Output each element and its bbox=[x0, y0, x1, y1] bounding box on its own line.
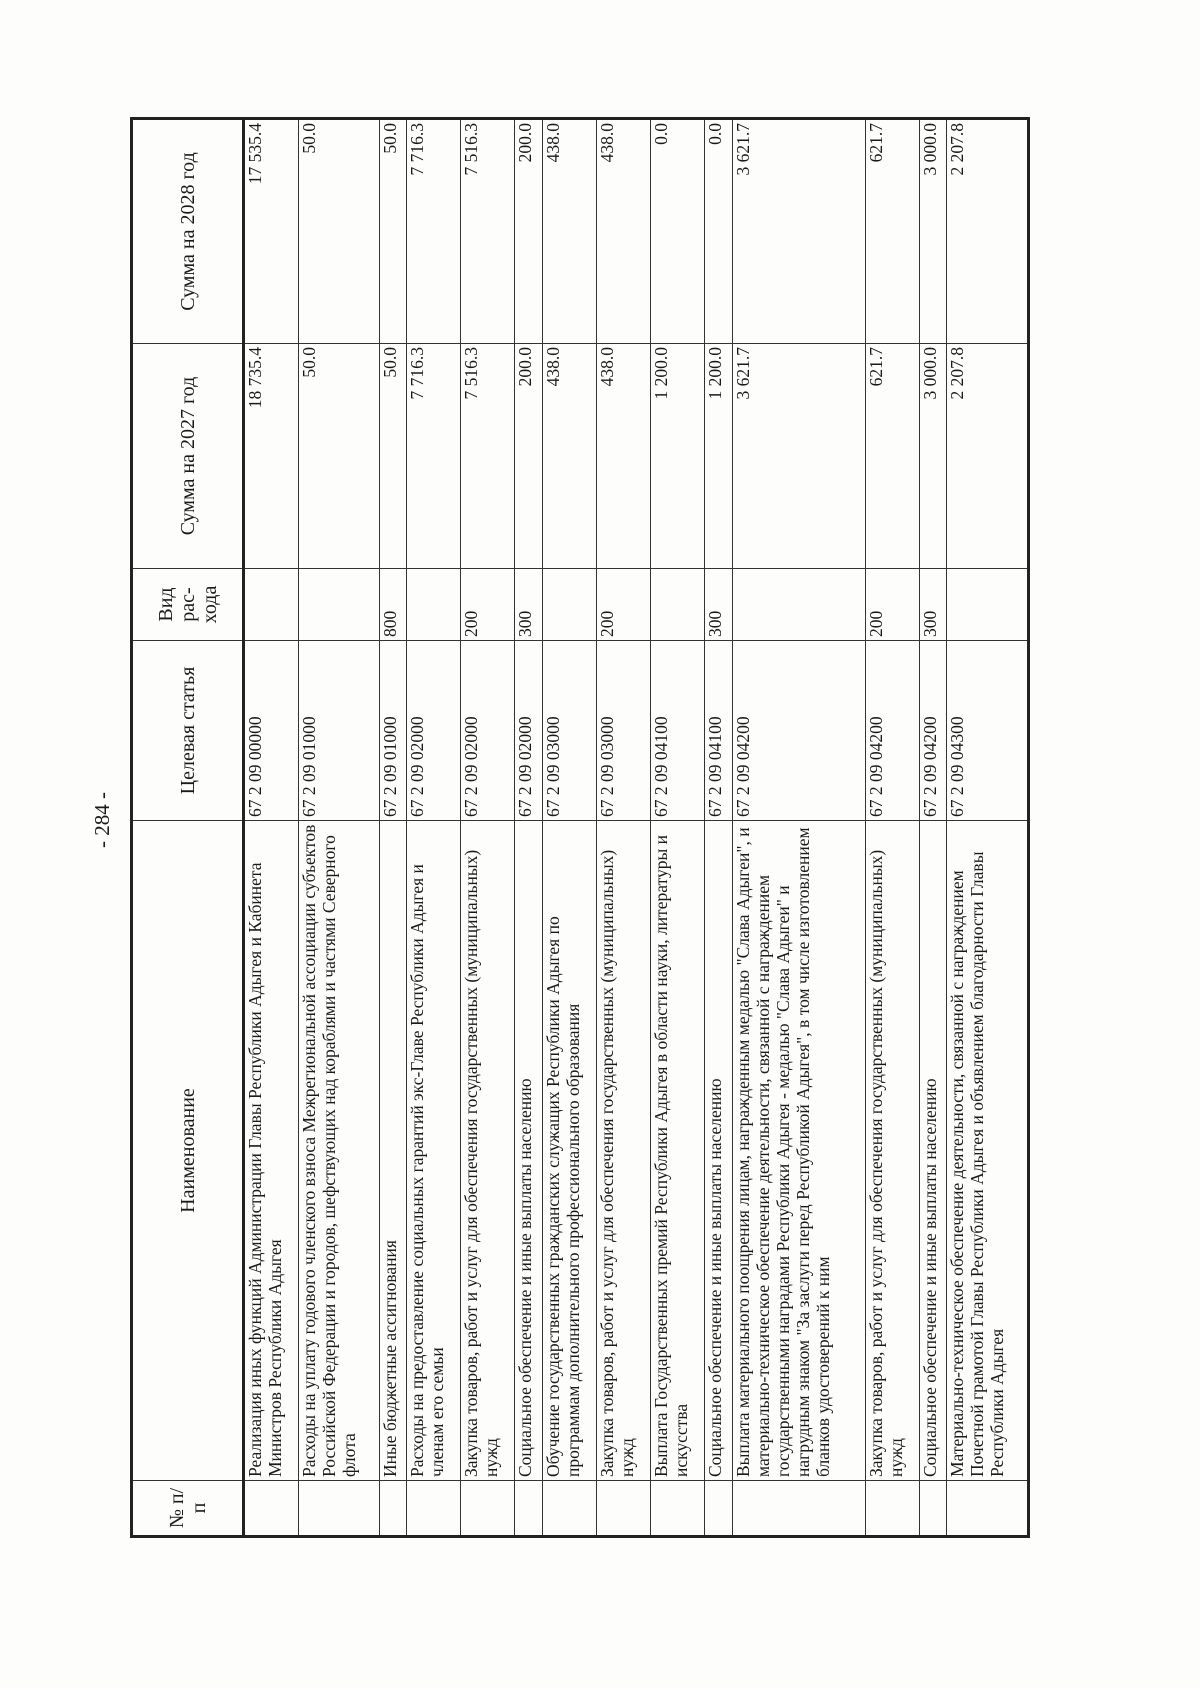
row-num bbox=[947, 1481, 1029, 1537]
header-code: Целевая статья bbox=[132, 641, 244, 821]
row-kind bbox=[299, 569, 379, 641]
row-name: Выплата материального поощрения лицам, награжденным медалью "Слава Адыгеи", и материально-техническое обеспечение деятельности, связанной с награждением государственными наградами Республики Адыгея - медалью "Слава Адыгеи" и нагрудным знаком "За заслуги перед Республикой Адыгея", в том числе изготовлением бланков удостоверений к ним bbox=[732, 821, 865, 1481]
row-name: Реализация иных функций Администрации Главы Республики Адыгея и Кабинета Министров Республики Адыгея bbox=[244, 821, 299, 1481]
row-code: 67 2 09 04200 bbox=[919, 641, 947, 821]
row-num bbox=[461, 1481, 515, 1537]
row-kind: 200 bbox=[596, 569, 650, 641]
page-number: - 284 - bbox=[90, 792, 114, 848]
row-code: 67 2 09 03000 bbox=[542, 641, 596, 821]
row-name: Иные бюджетные ассигнования bbox=[379, 821, 407, 1481]
header-name: Наименование bbox=[132, 821, 244, 1481]
row-kind bbox=[407, 569, 461, 641]
row-sum-2027: 2 207.8 bbox=[947, 344, 1029, 569]
row-code: 67 2 09 02000 bbox=[461, 641, 515, 821]
row-code: 67 2 09 00000 bbox=[244, 641, 299, 821]
row-sum-2028: 50.0 bbox=[299, 119, 379, 344]
header-num: № п/п bbox=[132, 1481, 244, 1537]
row-code: 67 2 09 02000 bbox=[407, 641, 461, 821]
row-num bbox=[379, 1481, 407, 1537]
row-name: Закупка товаров, работ и услуг для обеспечения государственных (муниципальных) нужд bbox=[596, 821, 650, 1481]
row-kind: 200 bbox=[461, 569, 515, 641]
row-kind: 800 bbox=[379, 569, 407, 641]
row-code: 67 2 09 04200 bbox=[732, 641, 865, 821]
row-sum-2028: 7 716.3 bbox=[407, 119, 461, 344]
row-code: 67 2 09 04100 bbox=[704, 641, 732, 821]
row-name: Закупка товаров, работ и услуг для обеспечения государственных (муниципальных) нужд bbox=[865, 821, 919, 1481]
row-num bbox=[596, 1481, 650, 1537]
row-code: 67 2 09 04200 bbox=[865, 641, 919, 821]
row-sum-2028: 0.0 bbox=[704, 119, 732, 344]
row-kind bbox=[947, 569, 1029, 641]
table-header-row bbox=[132, 119, 244, 1537]
row-sum-2027: 438.0 bbox=[542, 344, 596, 569]
row-code: 67 2 09 04300 bbox=[947, 641, 1029, 821]
row-sum-2028: 438.0 bbox=[542, 119, 596, 344]
row-num bbox=[515, 1481, 543, 1537]
row-sum-2028: 621.7 bbox=[865, 119, 919, 344]
row-sum-2027: 3 621.7 bbox=[732, 344, 865, 569]
row-num bbox=[865, 1481, 919, 1537]
row-num bbox=[732, 1481, 865, 1537]
table-row bbox=[732, 119, 865, 1537]
row-sum-2028: 200.0 bbox=[515, 119, 543, 344]
row-num bbox=[650, 1481, 704, 1537]
row-name: Социальное обеспечение и иные выплаты населению bbox=[704, 821, 732, 1481]
row-sum-2027: 7 716.3 bbox=[407, 344, 461, 569]
header-kind: Вид рас-хода bbox=[132, 569, 244, 641]
row-code: 67 2 09 02000 bbox=[515, 641, 543, 821]
row-sum-2027: 18 735.4 bbox=[244, 344, 299, 569]
header-sum-2027: Сумма на 2027 год bbox=[132, 344, 244, 569]
table-row bbox=[596, 119, 650, 1537]
row-sum-2027: 7 516.3 bbox=[461, 344, 515, 569]
row-num bbox=[299, 1481, 379, 1537]
row-name: Обучение государственных гражданских служащих Республики Адыгея по программам дополнительного профессионального образования bbox=[542, 821, 596, 1481]
row-num bbox=[244, 1481, 299, 1537]
row-sum-2028: 7 516.3 bbox=[461, 119, 515, 344]
row-name: Выплата Государственных премий Республики Адыгея в области науки, литературы и искусства bbox=[650, 821, 704, 1481]
row-sum-2027: 50.0 bbox=[379, 344, 407, 569]
row-kind: 300 bbox=[919, 569, 947, 641]
row-sum-2028: 3 621.7 bbox=[732, 119, 865, 344]
table-row bbox=[461, 119, 515, 1537]
row-sum-2027: 50.0 bbox=[299, 344, 379, 569]
row-sum-2028: 50.0 bbox=[379, 119, 407, 344]
row-kind bbox=[244, 569, 299, 641]
row-code: 67 2 09 03000 bbox=[596, 641, 650, 821]
row-num bbox=[919, 1481, 947, 1537]
row-sum-2028: 3 000.0 bbox=[919, 119, 947, 344]
table-row bbox=[244, 119, 299, 1537]
table-row bbox=[919, 119, 947, 1537]
row-num bbox=[407, 1481, 461, 1537]
row-code: 67 2 09 01000 bbox=[299, 641, 379, 821]
row-num bbox=[542, 1481, 596, 1537]
row-name: Материально-техническое обеспечение деятельности, связанной с награждением Почетной грамотой Главы Республики Адыгея и объявлением благодарности Главы Республики Адыгея bbox=[947, 821, 1029, 1481]
row-sum-2027: 1 200.0 bbox=[704, 344, 732, 569]
row-sum-2027: 200.0 bbox=[515, 344, 543, 569]
row-sum-2028: 2 207.8 bbox=[947, 119, 1029, 344]
row-name: Социальное обеспечение и иные выплаты населению bbox=[919, 821, 947, 1481]
budget-table bbox=[130, 117, 1030, 1538]
table-row bbox=[407, 119, 461, 1537]
table-row bbox=[704, 119, 732, 1537]
row-kind: 300 bbox=[515, 569, 543, 641]
row-name: Закупка товаров, работ и услуг для обеспечения государственных (муниципальных) нужд bbox=[461, 821, 515, 1481]
row-code: 67 2 09 04100 bbox=[650, 641, 704, 821]
header-sum-2028: Сумма на 2028 год bbox=[132, 119, 244, 344]
row-kind: 200 bbox=[865, 569, 919, 641]
table-row bbox=[650, 119, 704, 1537]
row-sum-2028: 17 535.4 bbox=[244, 119, 299, 344]
row-kind: 300 bbox=[704, 569, 732, 641]
row-sum-2027: 3 000.0 bbox=[919, 344, 947, 569]
row-name: Расходы на предоставление социальных гарантий экс-Главе Республики Адыгея и членам его семьи bbox=[407, 821, 461, 1481]
table-row bbox=[299, 119, 379, 1537]
table-row bbox=[865, 119, 919, 1537]
table-row bbox=[515, 119, 543, 1537]
row-name: Расходы на уплату годового членского взноса Межрегиональной ассоциации субъектов Российской Федерации и городов, шефствующих над кораблями и частями Северного флота bbox=[299, 821, 379, 1481]
row-sum-2028: 438.0 bbox=[596, 119, 650, 344]
table-row bbox=[379, 119, 407, 1537]
row-name: Социальное обеспечение и иные выплаты населению bbox=[515, 821, 543, 1481]
row-num bbox=[704, 1481, 732, 1537]
table-row bbox=[542, 119, 596, 1537]
row-kind bbox=[542, 569, 596, 641]
row-kind bbox=[732, 569, 865, 641]
row-code: 67 2 09 01000 bbox=[379, 641, 407, 821]
row-sum-2028: 0.0 bbox=[650, 119, 704, 344]
table-row bbox=[947, 119, 1029, 1537]
row-sum-2027: 1 200.0 bbox=[650, 344, 704, 569]
row-kind bbox=[650, 569, 704, 641]
budget-table-container bbox=[130, 120, 1030, 1538]
row-sum-2027: 438.0 bbox=[596, 344, 650, 569]
row-sum-2027: 621.7 bbox=[865, 344, 919, 569]
